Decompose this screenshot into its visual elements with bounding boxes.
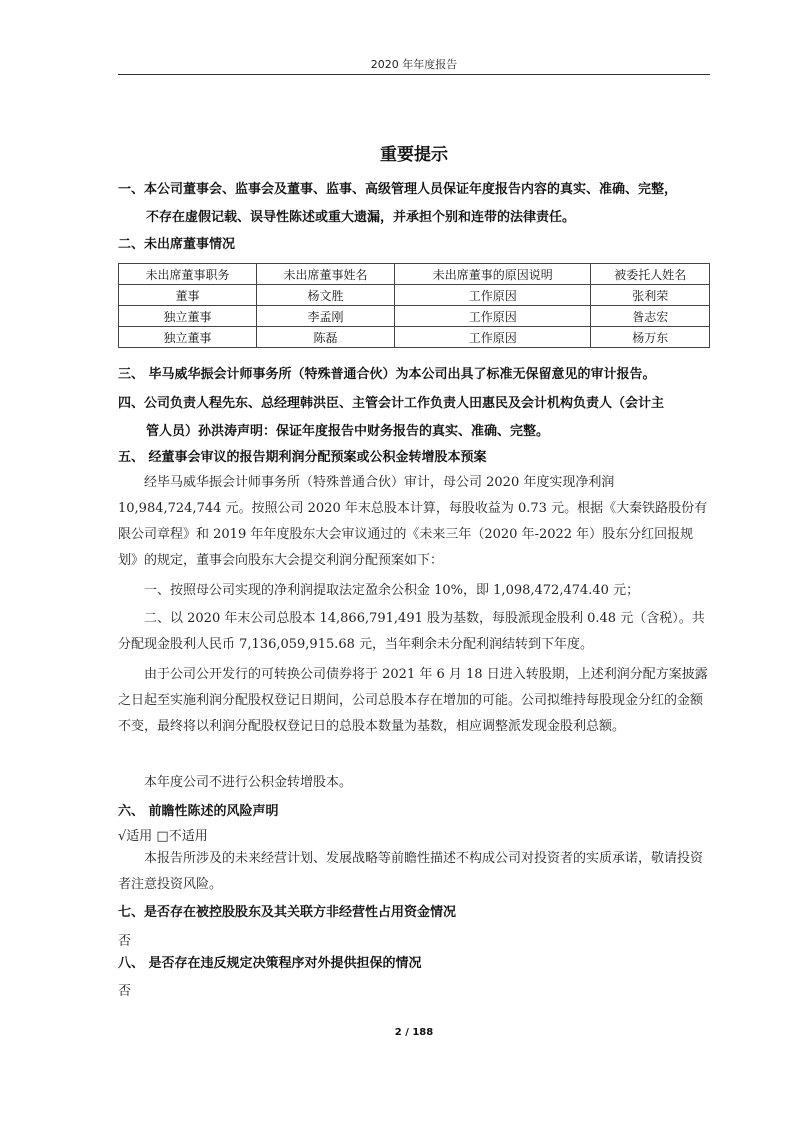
absent-directors-table	[118, 263, 710, 348]
table-cell: 独立董事	[119, 306, 257, 327]
section-5-paragraph-3	[118, 606, 710, 658]
paragraph-text: 经毕马威华振会计师事务所（特殊普通合伙）审计，母公司 2020 年度实现净利润 10,984,724,744 元。按照公司 2020 年末总股本计算，每股收益为 0.73 元。根据《大秦铁路股份有限公司章程》和 2019 年年度股东大会审议通过的《未来三年（2020 年-2022 年）股东分红回报规划》的规定，董事会向股东大会提交利润分配预案如下：	[118, 475, 708, 568]
header-divider	[118, 74, 710, 75]
section-4-line-2: 管人员）孙洪涛声明：保证年度报告中财务报告的真实、准确、完整。	[146, 424, 550, 439]
table-header-cell: 未出席董事职务	[119, 264, 257, 285]
table-cell: 陈磊	[257, 327, 395, 348]
table-cell: 杨万东	[591, 327, 710, 348]
table-cell: 张利荣	[591, 285, 710, 306]
table-header-row	[119, 264, 710, 285]
section-7-heading: 七、是否存在被控股股东及其关联方非经营性占用资金情况	[118, 905, 457, 920]
section-1-line-2: 不存在虚假记载、误导性陈述或重大遗漏，并承担个别和连带的法律责任。	[146, 210, 576, 225]
table-header-cell: 被委托人姓名	[591, 264, 710, 285]
applicability-options: √适用 □不适用	[118, 829, 208, 844]
section-3-heading: 三、 毕马威华振会计师事务所（特殊普通合伙）为本公司出具了标准无保留意见的审计报告。	[118, 367, 656, 382]
section-2-heading: 二、未出席董事情况	[118, 237, 236, 252]
table-cell: 李孟刚	[257, 306, 395, 327]
section-6-paragraph	[118, 846, 710, 898]
table-header-cell: 未出席董事的原因说明	[395, 264, 591, 285]
section-4-line-1: 四、公司负责人程先东、总经理韩洪臣、主管会计工作负责人田惠民及会计机构负责人（会计主	[118, 396, 665, 411]
section-8-answer: 否	[118, 984, 132, 999]
page-number: 2 / 188	[394, 1027, 434, 1038]
table-cell: 昝志宏	[591, 306, 710, 327]
section-6-heading: 六、 前瞻性陈述的风险声明	[118, 804, 279, 819]
section-4-heading	[118, 390, 710, 446]
page-title: 重要提示	[380, 145, 448, 165]
section-5-paragraph-2	[118, 578, 710, 604]
table-cell: 杨文胜	[257, 285, 395, 306]
paragraph-text: 由于公司公开发行的可转换公司债券将于 2021 年 6 月 18 日进入转股期，上述利润分配方案披露之日起至实施利润分配股权登记日期间，公司总股本存在增加的可能。公司拟维持每股现金分红的金额不变，最终将以利润分配股权登记日的总股本数量为基数，相应调整派发现金股利总额。	[118, 667, 708, 734]
table-cell: 董事	[119, 285, 257, 306]
paragraph-text: 本年度公司不进行公积金转增股本。	[144, 775, 353, 790]
section-5-paragraph-1	[118, 470, 710, 574]
running-header: 2020 年年度报告	[370, 58, 458, 71]
table-cell: 独立董事	[119, 327, 257, 348]
table-row	[119, 306, 710, 327]
table-row	[119, 327, 710, 348]
table-cell: 工作原因	[395, 306, 591, 327]
section-1-line-1: 一、本公司董事会、监事会及董事、监事、高级管理人员保证年度报告内容的真实、准确、完整，	[118, 182, 678, 197]
section-5-heading: 五、 经董事会审议的报告期利润分配预案或公积金转增股本预案	[118, 450, 487, 465]
table-cell: 工作原因	[395, 285, 591, 306]
table-cell: 工作原因	[395, 327, 591, 348]
paragraph-text: 本报告所涉及的未来经营计划、发展战略等前瞻性描述不构成公司对投资者的实质承诺，敬请投资者注意投资风险。	[118, 851, 704, 892]
section-1-heading	[118, 176, 710, 232]
table-row	[119, 285, 710, 306]
paragraph-text: 二、以 2020 年末公司总股本 14,866,791,491 股为基数，每股派现金股利 0.48 元（含税）。共分配现金股利人民币 7,136,059,915.68 元，当年剩余未分配利润结转到下年度。	[118, 611, 705, 652]
table-header-cell: 未出席董事姓名	[257, 264, 395, 285]
section-5-paragraph-5	[118, 770, 710, 796]
section-8-heading: 八、 是否存在违反规定决策程序对外提供担保的情况	[118, 956, 422, 971]
paragraph-text: 一、按照母公司实现的净利润提取法定盈余公积金 10%，即 1,098,472,474.40 元；	[144, 583, 640, 598]
section-7-answer: 否	[118, 934, 132, 949]
section-5-paragraph-4	[118, 662, 710, 740]
